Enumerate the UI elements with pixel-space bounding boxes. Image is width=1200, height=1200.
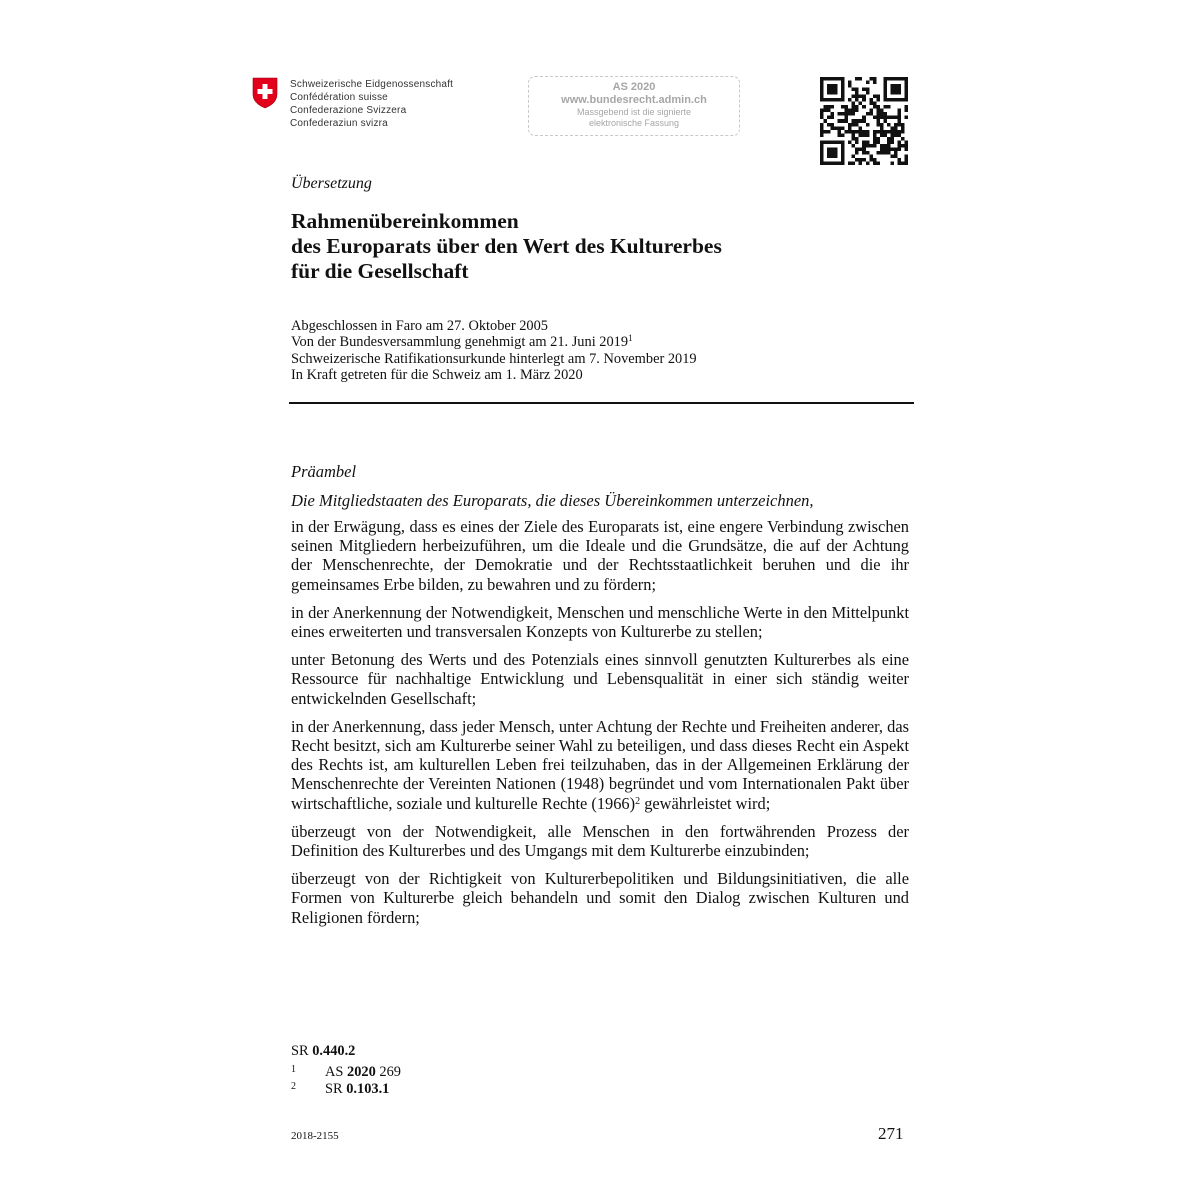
preamble-paragraph: [291, 717, 909, 813]
preamble-paragraph: in der Erwägung, dass es eines der Ziele des Europarats ist, eine engere Verbindung zwischen seinen Mitgliedern herbeizuführen, um die Ideale und die Grundsätze, die auf der Achtung der Menschenrechte, der Demokratie und der Rechtsstaatlichkeit beruhen und die ihr gemeinsames Erbe bilden, zu bewahren und zu fördern;: [291, 517, 909, 594]
qr-code-icon: [820, 77, 908, 165]
sr-value: 0.440.2: [312, 1043, 356, 1059]
confederation-line-it: Confederazione Svizzera: [290, 105, 407, 116]
preamble-heading: Präambel: [291, 462, 357, 481]
confederation-name: [290, 78, 453, 130]
footnote-prefix: SR: [325, 1081, 347, 1097]
sr-prefix: SR: [291, 1043, 313, 1059]
preamble-paragraph: überzeugt von der Notwendigkeit, alle Menschen in den fortwährenden Prozess der Definition des Kulturerbes und des Umgangs mit dem Kulturerbe einzubinden;: [291, 821, 909, 861]
document-title: [291, 209, 722, 284]
footnote-ref[interactable]: 2: [635, 795, 641, 807]
title-line: des Europarats über den Wert des Kulturerbes: [291, 234, 722, 258]
preamble-paragraph: in der Anerkennung der Notwendigkeit, Menschen und menschliche Werte in den Mittelpunkt eines erweiterten und transversalen Konzepts von Kulturerbe zu stellen;: [291, 602, 909, 642]
stamp-as-number: AS 2020: [612, 81, 656, 93]
document-number: 2018-2155: [291, 1130, 339, 1142]
paragraph-text-end: gewährleistet wird;: [640, 793, 771, 813]
footnote-number: 1: [291, 1064, 296, 1075]
ratification-line: Schweizerische Ratifikationsurkunde hinterlegt am 7. November 2019: [291, 350, 697, 367]
stamp-note-2: elektronische Fassung: [588, 118, 680, 128]
footnote-suffix: 269: [375, 1064, 401, 1080]
paragraph-text: in der Anerkennung, dass jeder Mensch, unter Achtung der Rechte und Freiheiten anderer, das Recht besitzt, sich am Kulturerbe seiner Wahl zu beteiligen, und dass dieses Recht ein Aspekt des Rechts ist, am kulturellen Leben frei teilzuhaben, das in der Allgemeinen Erklärung der Menschenrechte der Vereinten Nationen (1948) begründet und vom Internationalen Pakt über wirtschaftliche, soziale und kulturelle Rechte (1966): [291, 716, 909, 813]
concluded-line: Abgeschlossen in Faro am 27. Oktober 2005: [291, 318, 548, 334]
sr-number: [291, 1043, 355, 1060]
official-publication-stamp: [528, 76, 740, 136]
title-line: für die Gesellschaft: [291, 259, 469, 283]
footnote-prefix: AS: [325, 1064, 347, 1080]
footnote-bold: 2020: [347, 1064, 376, 1080]
preamble-body: [291, 517, 909, 936]
stamp-note-1: Massgebend ist die signierte: [576, 107, 692, 117]
preamble-intro: Die Mitgliedstaaten des Europarats, die dieses Übereinkommen unterzeichnen,: [291, 491, 814, 510]
title-line: Rahmenübereinkommen: [291, 209, 519, 233]
confederation-line-rm: Confederaziun svizra: [290, 118, 388, 129]
footnote: [291, 1079, 389, 1097]
approved-line: [291, 334, 697, 350]
footnote-ref[interactable]: 1: [628, 333, 633, 344]
stamp-url: www.bundesrecht.admin.ch: [561, 94, 707, 106]
footnote: [291, 1062, 401, 1080]
page-number: 271: [878, 1124, 904, 1143]
document-dates: [291, 318, 697, 383]
approved-text: Von der Bundesversammlung genehmigt am 21. Juni 2019: [291, 334, 629, 351]
translation-label: Übersetzung: [291, 175, 372, 192]
title-divider: [289, 402, 914, 404]
entry-into-force-line: In Kraft getreten für die Schweiz am 1. März 2020: [291, 366, 583, 383]
footnote-number: 2: [291, 1081, 296, 1092]
confederation-line-fr: Confédération suisse: [290, 92, 388, 103]
footnote-bold: 0.103.1: [346, 1081, 390, 1097]
swiss-crest-icon: [252, 77, 278, 109]
preamble-paragraph: unter Betonung des Werts und des Potenzials eines sinnvoll genutzten Kulturerbes als eine Ressource für nachhaltige Entwicklung und Lebensqualität in einer sich ständig weiter entwickelnden Gesellschaft;: [291, 650, 909, 708]
confederation-line-de: Schweizerische Eidgenossenschaft: [290, 79, 454, 90]
preamble-paragraph: überzeugt von der Richtigkeit von Kulturerbepolitiken und Bildungsinitiativen, die alle Formen von Kulturerbe gleich behandeln und somit den Dialog zwischen Kulturen und Religionen fördern;: [291, 869, 909, 927]
